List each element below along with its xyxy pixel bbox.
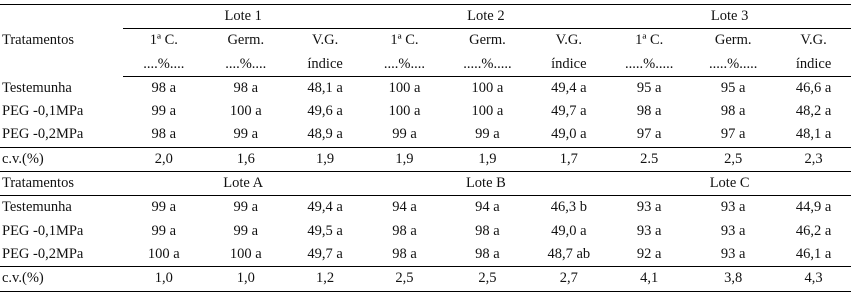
- unit-label: índice: [287, 53, 364, 77]
- table-cell: 48,2 a: [795, 103, 832, 120]
- row-label: c.v.(%): [0, 147, 123, 171]
- table-cell: 2,5: [364, 267, 446, 291]
- unit-label: .....%.....: [690, 53, 776, 77]
- table-cell: 1,9: [287, 147, 364, 171]
- col-header: V.G.: [800, 32, 827, 49]
- row-label: PEG -0,2MPa: [0, 243, 123, 267]
- col-header: 1ª C.: [390, 32, 419, 49]
- table-cell: 95 a: [720, 79, 746, 96]
- unit-row: [0, 53, 851, 77]
- table-cell: 98 a: [636, 103, 662, 120]
- table-cell: 1,9: [445, 147, 529, 171]
- table-cell: 93 a: [690, 243, 776, 267]
- table-cell: 2,0: [123, 147, 205, 171]
- table-cell: 100 a: [388, 103, 421, 120]
- row-label: PEG -0,1MPa: [2, 222, 84, 239]
- table-cell: 100 a: [123, 243, 205, 267]
- table-row: [0, 243, 851, 267]
- treatments-header: Tratamentos: [0, 5, 123, 77]
- unit-label: índice: [529, 53, 608, 77]
- table-cell: 48,7 ab: [529, 243, 608, 267]
- table-cell: 98 a: [720, 103, 746, 120]
- col-header: V.G.: [555, 32, 582, 49]
- unit-label: ....%....: [123, 53, 205, 77]
- treatments-header: Tratamentos: [0, 172, 123, 196]
- table-cell: 1,7: [529, 147, 608, 171]
- table-cell: 98 a: [151, 79, 177, 96]
- table-cell: 4,3: [776, 267, 851, 291]
- cv-row: [0, 267, 851, 291]
- table-cell: 1,9: [364, 147, 446, 171]
- table-cell: 49,4 a: [551, 79, 587, 96]
- table-cell: 95 a: [636, 79, 662, 96]
- table-cell: 98 a: [233, 79, 259, 96]
- table-cell: 100 a: [471, 103, 504, 120]
- results-table: [0, 4, 851, 292]
- col-header: Germ.: [227, 32, 265, 49]
- col-header: 1ª C.: [635, 32, 664, 49]
- table-cell: 2,5: [445, 267, 529, 291]
- table-cell: 1,2: [287, 267, 364, 291]
- table-cell: 3,8: [690, 267, 776, 291]
- col-header: 1ª C.: [149, 32, 178, 49]
- lote-header-row-2: [0, 172, 851, 196]
- table-cell: 99 a: [151, 199, 177, 216]
- table-cell: 49,7 a: [287, 243, 364, 267]
- table-cell: 1,0: [205, 267, 287, 291]
- table-cell: 48,1 a: [776, 123, 851, 147]
- table-cell: 4,1: [608, 267, 690, 291]
- table-row: [0, 196, 851, 220]
- table-cell: 94 a: [392, 199, 417, 216]
- table-cell: 1,0: [123, 267, 205, 291]
- unit-label: ....%....: [205, 53, 287, 77]
- table-cell: 99 a: [151, 103, 177, 120]
- table-cell: 98 a: [364, 243, 446, 267]
- table-cell: 2,3: [776, 147, 851, 171]
- lote-c-header: Lote C: [608, 172, 851, 196]
- table-cell: 98 a: [445, 243, 529, 267]
- table-cell: 93 a: [636, 199, 662, 216]
- unit-label: índice: [776, 53, 851, 77]
- lote-b-header: Lote B: [364, 172, 609, 196]
- table-cell: 93 a: [636, 222, 662, 239]
- table-cell: 49,5 a: [307, 222, 343, 239]
- table-cell: 100 a: [388, 79, 421, 96]
- table-row: [0, 76, 851, 100]
- table-cell: 99 a: [364, 123, 446, 147]
- unit-label: .....%.....: [445, 53, 529, 77]
- lote-2-header: Lote 2: [364, 5, 609, 29]
- row-label: PEG -0,1MPa: [2, 103, 84, 120]
- table-cell: 2,5: [690, 147, 776, 171]
- row-label: PEG -0,2MPa: [0, 123, 123, 147]
- table-cell: 48,1 a: [307, 79, 343, 96]
- cv-row: [0, 147, 851, 171]
- table-cell: 49,0 a: [529, 123, 608, 147]
- table-cell: 44,9 a: [795, 199, 832, 216]
- table-row: [0, 123, 851, 147]
- table-cell: 99 a: [445, 123, 529, 147]
- table-cell: 2.5: [608, 147, 690, 171]
- table-cell: 97 a: [690, 123, 776, 147]
- unit-label: .....%.....: [608, 53, 690, 77]
- table-cell: 49,6 a: [307, 103, 343, 120]
- table-cell: 49,7 a: [551, 103, 587, 120]
- col-header: V.G.: [311, 32, 339, 49]
- table-cell: 46,6 a: [795, 79, 832, 96]
- table-cell: 93 a: [720, 222, 746, 239]
- table-cell: 99 a: [151, 222, 177, 239]
- table-cell: 49,4 a: [307, 199, 343, 216]
- column-header-row: [0, 29, 851, 53]
- lote-3-header: Lote 3: [608, 5, 851, 29]
- row-label: Testemunha: [2, 79, 72, 96]
- row-label: c.v.(%): [0, 267, 123, 291]
- table-cell: 98 a: [123, 123, 205, 147]
- col-header: Germ.: [714, 32, 752, 49]
- table-cell: 98 a: [475, 222, 500, 239]
- col-header: Germ.: [469, 32, 506, 49]
- table-cell: 92 a: [608, 243, 690, 267]
- unit-label: ....%....: [364, 53, 446, 77]
- table-cell: 1,6: [205, 147, 287, 171]
- table-cell: 49,0 a: [551, 222, 587, 239]
- table-cell: 99 a: [233, 199, 259, 216]
- table-cell: 46,2 a: [795, 222, 832, 239]
- table-cell: 99 a: [205, 123, 287, 147]
- table-cell: 48,9 a: [287, 123, 364, 147]
- row-label: Testemunha: [2, 199, 72, 216]
- table-cell: 99 a: [233, 222, 259, 239]
- lote-1-header: Lote 1: [123, 5, 364, 29]
- table-cell: 100 a: [205, 243, 287, 267]
- table-cell: 94 a: [475, 199, 500, 216]
- table-row: [0, 100, 851, 123]
- table-cell: 97 a: [608, 123, 690, 147]
- table-row: [0, 220, 851, 243]
- lote-a-header: Lote A: [123, 172, 364, 196]
- table-cell: 46,1 a: [776, 243, 851, 267]
- table-cell: 100 a: [229, 103, 262, 120]
- table-cell: 98 a: [392, 222, 417, 239]
- table-cell: 93 a: [720, 199, 746, 216]
- table-cell: 46,3 b: [550, 199, 587, 216]
- table-cell: 100 a: [471, 79, 504, 96]
- lote-header-row: [0, 5, 851, 29]
- table-cell: 2,7: [529, 267, 608, 291]
